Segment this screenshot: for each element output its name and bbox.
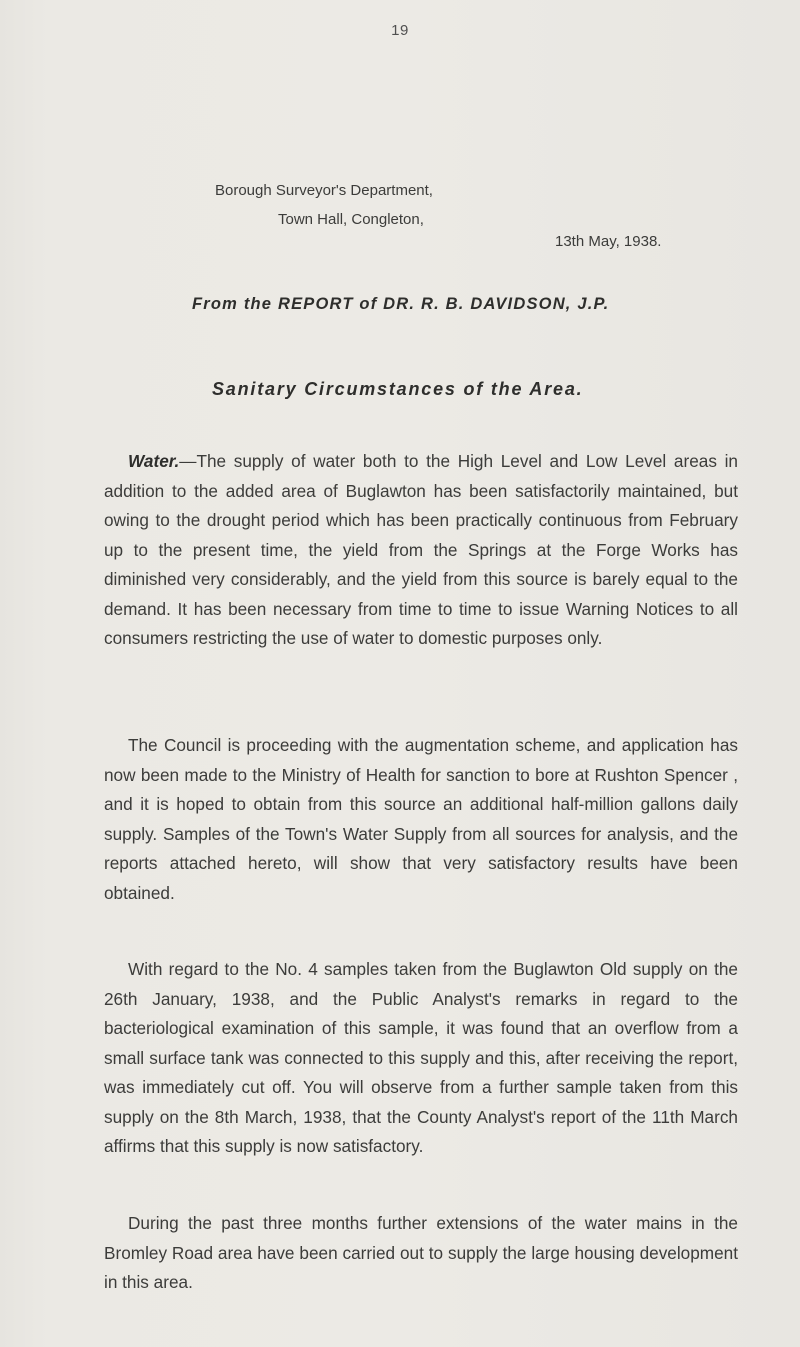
paragraph-buglawton-samples [104,955,738,1162]
paragraph-augmentation-text: The Council is proceeding with the augmentation scheme, and application has now been made to the Ministry of Health for sanction to bore at Rushton Spencer , and it is hoped to obtain from this source an additional half-million gallons daily supply. Samples of the Town's Water Supply from all sources for analysis, and the reports attached hereto, will show that very satisfactory results have been obtained. [104,735,738,903]
section-heading: Sanitary Circumstances of the Area. [212,379,584,399]
paragraph-water [104,447,738,654]
paragraph-lead-water: Water. [128,451,180,471]
report-source-heading: From the REPORT of DR. R. B. DAVIDSON, J.P. [192,295,610,313]
address-line-2: Town Hall, Congleton, [278,211,424,228]
paragraph-water-text: —The supply of water both to the High Level and Low Level areas in addition to the added area of Buglawton has been satisfactorily maintained, but owing to the drought period which has been practically continuous from February up to the present time, the yield from the Springs at the Forge Works has diminished very considerably, and the yield from this source is barely equal to the demand. It has been necessary from time to time to issue Warning Notices to all consumers restricting the use of water to domestic purposes only. [104,451,738,648]
address-line-1: Borough Surveyor's Department, [215,182,433,199]
address-date: 13th May, 1938. [555,233,662,250]
paragraph-mains-text: During the past three months further extensions of the water mains in the Bromley Road area have been carried out to supply the large housing development in this area. [104,1213,738,1292]
paragraph-buglawton-text: With regard to the No. 4 samples taken from the Buglawton Old supply on the 26th January, 1938, and the Public Analyst's remarks in regard to the bacteriological examination of this sample, it was found that an overflow from a small surface tank was connected to this supply and this, after receiving the report, was immediately cut off. You will observe from a further sample taken from this supply on the 8th March, 1938, that the County Analyst's report of the 11th March affirms that this supply is now satisfactory. [104,959,738,1156]
page-number: 19 [391,22,409,39]
paragraph-mains-extensions [104,1209,738,1298]
paragraph-augmentation [104,731,738,908]
